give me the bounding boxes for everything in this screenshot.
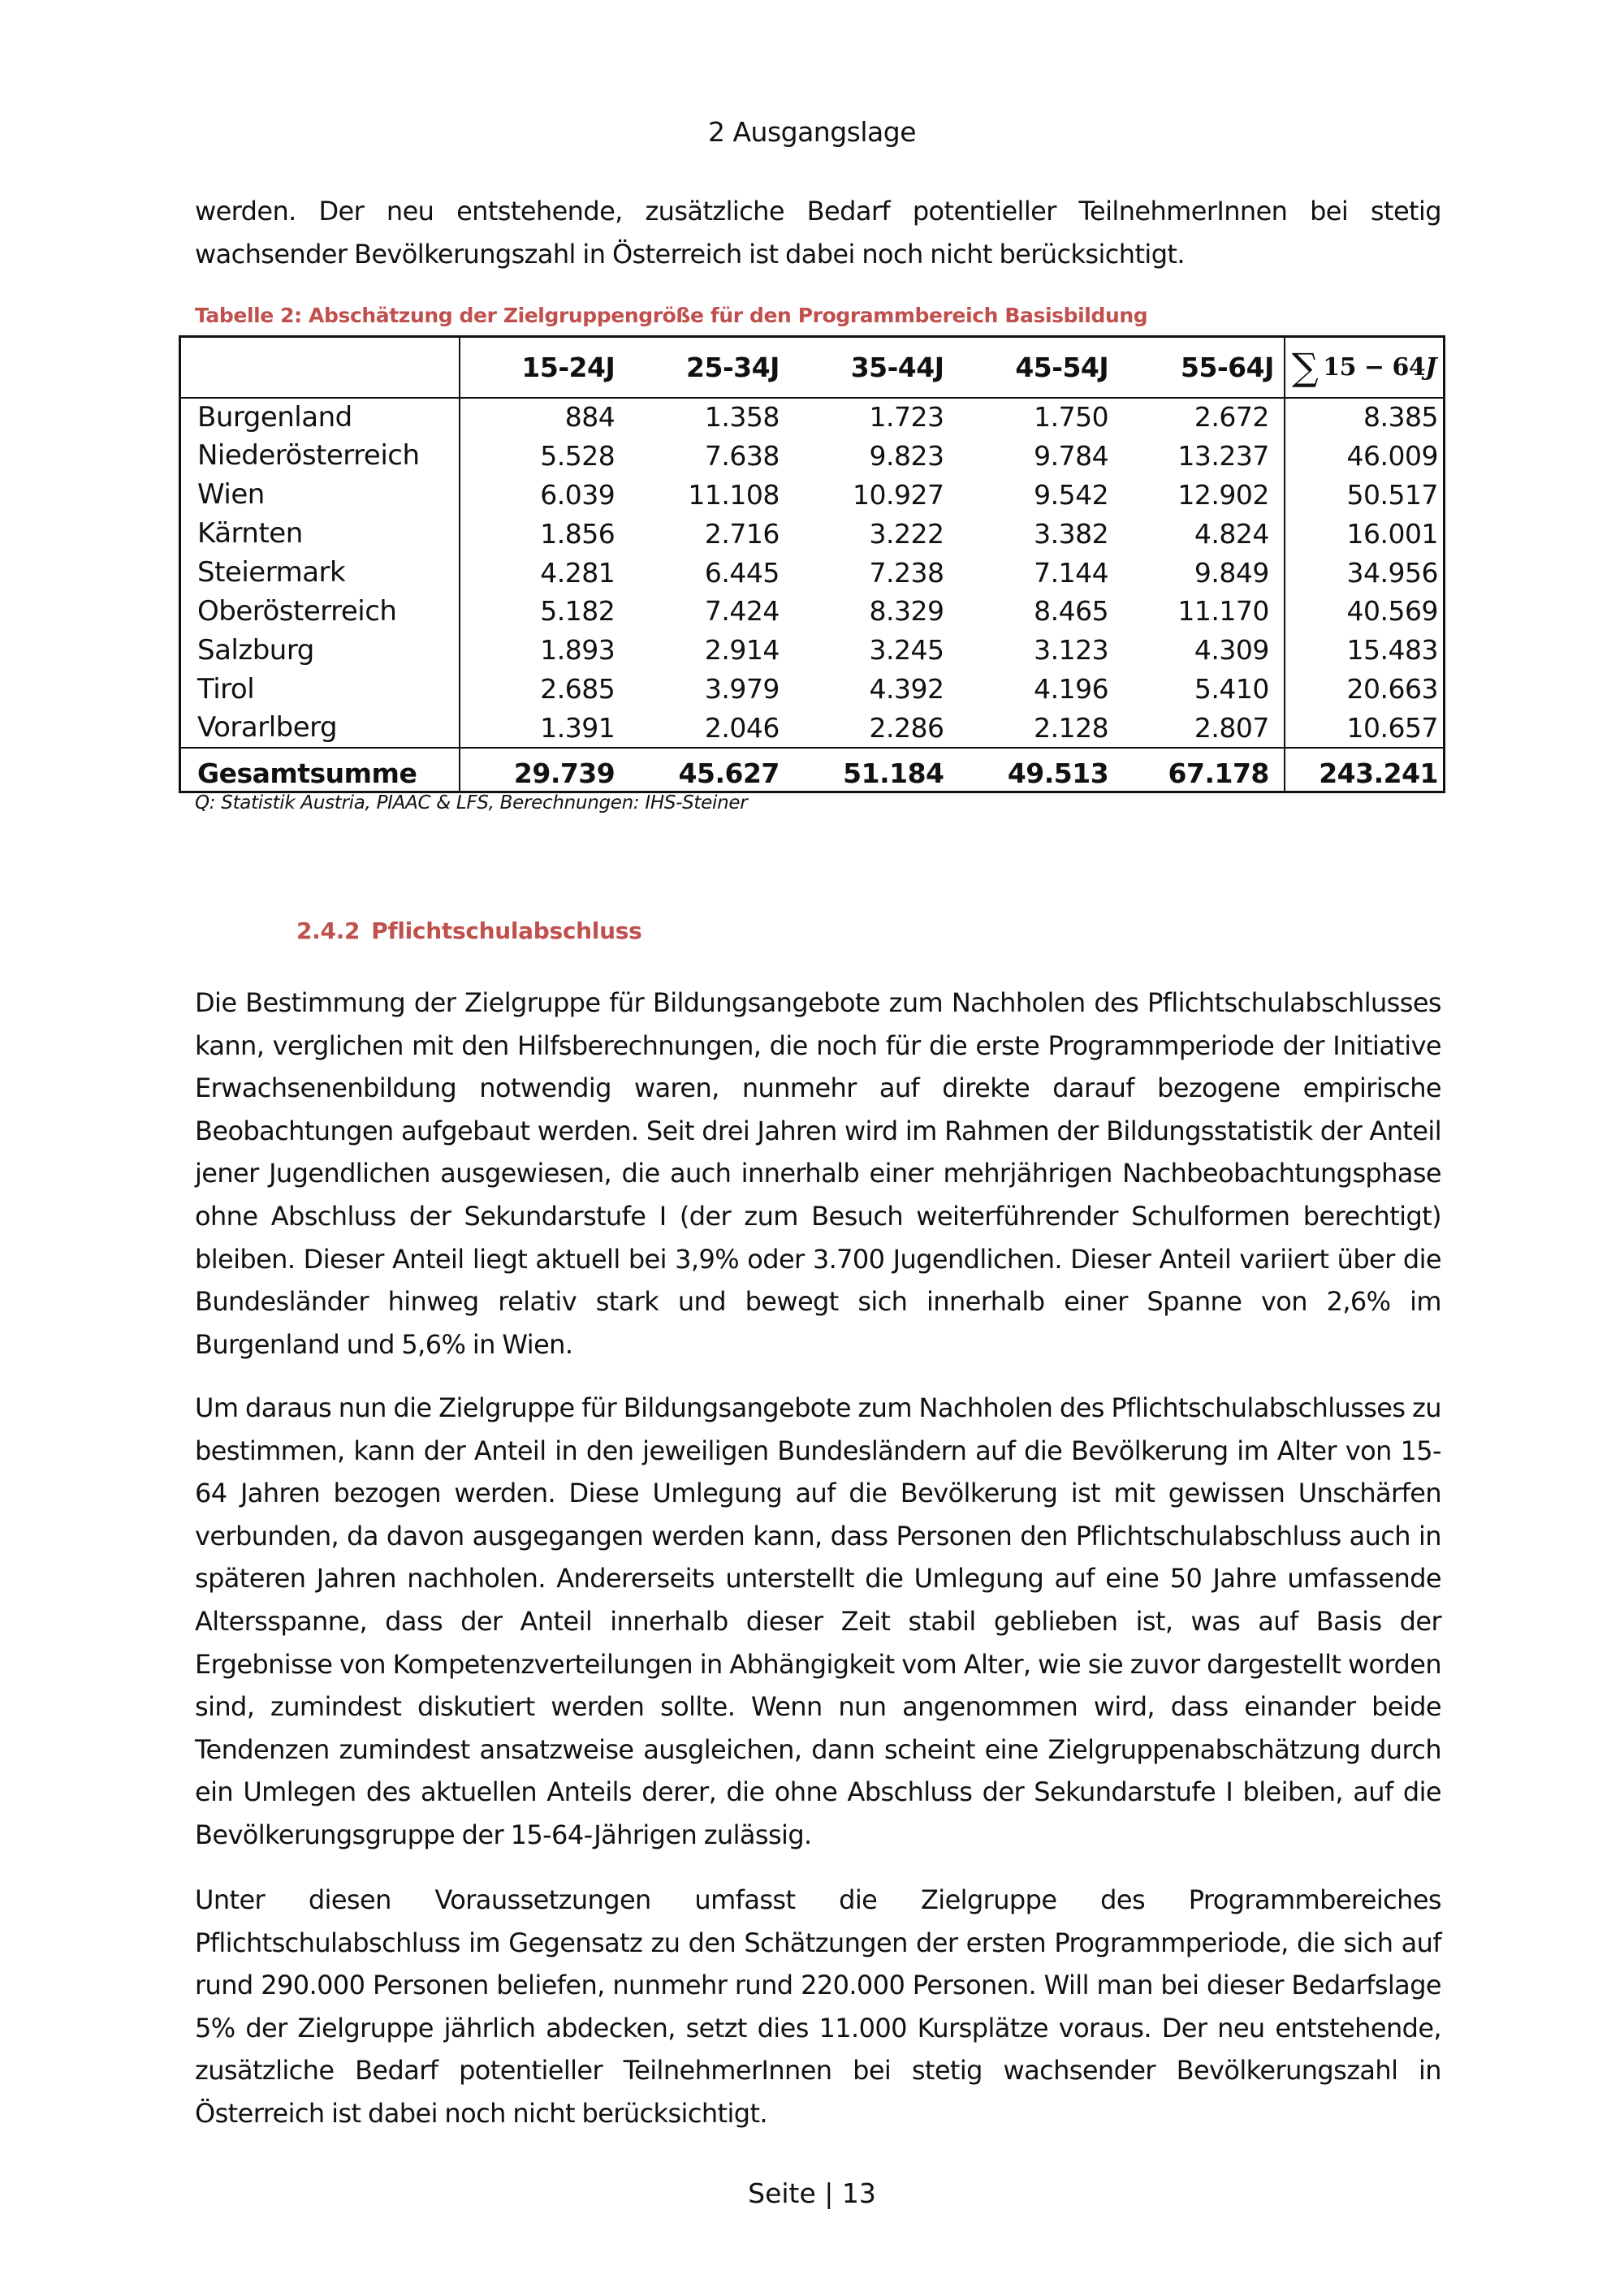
- value-cell: 11.170: [1177, 595, 1269, 628]
- value-cell: 3.123: [1034, 634, 1109, 667]
- value-cell: 4.196: [1034, 673, 1109, 706]
- column-header-15-24: 15-24J: [460, 337, 625, 398]
- value-cell: 7.638: [704, 439, 780, 472]
- sum-cell: 20.663: [1285, 670, 1445, 709]
- value-cell: 11.108: [688, 478, 780, 511]
- value-cell: 5.528: [540, 439, 615, 472]
- column-header-55-64: 55-64J: [1118, 337, 1285, 398]
- paragraph-3: [195, 1879, 1441, 2135]
- value-cell: 3.979: [704, 673, 780, 706]
- value-cell: 2.046: [704, 711, 780, 744]
- value-cell: 2.807: [1194, 711, 1269, 744]
- section-title: Pflichtschulabschluss: [371, 917, 642, 944]
- value-cell: 2.914: [704, 634, 780, 667]
- value-cell: 7.424: [704, 595, 780, 628]
- value-cell: 4.281: [540, 556, 615, 589]
- sum-cell: 46.009: [1285, 436, 1445, 475]
- table-row: [180, 553, 1445, 592]
- region-cell: Kärnten: [180, 514, 460, 553]
- value-cell: 8.465: [1034, 595, 1109, 628]
- sum-cell: 40.569: [1285, 592, 1445, 631]
- value-cell: 4.824: [1194, 517, 1269, 550]
- region-cell: Salzburg: [180, 631, 460, 670]
- value-cell: 8.329: [869, 595, 944, 628]
- paragraph-text: Um daraus nun die Zielgruppe für Bildungsangebote zum Nachholen des Pflichtschulabschlusses zu bestimmen, kann der Anteil in den jeweiligen Bundesländern auf die Bevölkerung im Alter von 15-64 Jahren bezogen werden. Diese Umlegung auf die Bevölkerung ist mit gewissen Unschärfen verbunden, da davon ausgegangen werden kann, dass Personen den Pflichtschulabschluss auch in späteren Jahren nachholen. Andererseits unterstellt die Umlegung auf eine 50 Jahre umfassende Altersspanne, dass der Anteil innerhalb dieser Zeit stabil geblieben ist, was auf Basis der Ergebnisse von Kompetenzverteilungen in Abhängigkeit vom Alter, wie sie zuvor dargestellt worden sind, zumindest diskutiert werden sollte. Wenn nun angenommen wird, dass einander beide Tendenzen zumindest ansatzweise ausgleichen, dann scheint eine Zielgruppenabschätzung durch ein Umlegen des aktuellen Anteils derer, die ohne Abschluss der Sekundarstufe I bleiben, auf die Bevölkerungsgruppe der 15-64-Jährigen zulässig.: [195, 1392, 1441, 1850]
- region-cell: Gesamtsumme: [180, 748, 460, 792]
- value-cell: 29.739: [460, 748, 625, 792]
- region-cell: Vorarlberg: [180, 709, 460, 748]
- value-cell: 9.542: [1034, 478, 1109, 511]
- sum-cell: 16.001: [1285, 514, 1445, 553]
- value-cell: 7.144: [1034, 556, 1109, 589]
- sum-cell: 243.241: [1285, 748, 1445, 792]
- table-row: [180, 592, 1445, 631]
- value-cell: 3.382: [1034, 517, 1109, 550]
- table-row: [180, 436, 1445, 475]
- value-cell: 1.723: [869, 401, 944, 434]
- value-cell: 9.849: [1194, 556, 1269, 589]
- value-cell: 7.238: [869, 556, 944, 589]
- value-cell: 9.784: [1034, 439, 1109, 472]
- table-row: [180, 709, 1445, 748]
- table-header-row: [180, 337, 1445, 398]
- table-row: [180, 398, 1445, 437]
- value-cell: 67.178: [1118, 748, 1285, 792]
- sum-cell: 34.956: [1285, 553, 1445, 592]
- value-cell: 1.856: [540, 517, 615, 550]
- intro-paragraph: [195, 190, 1441, 275]
- table-body: [180, 398, 1445, 792]
- value-cell: 1.750: [1034, 401, 1109, 434]
- value-cell: 2.128: [1034, 711, 1109, 744]
- value-cell: 4.309: [1194, 634, 1269, 667]
- value-cell: 3.245: [869, 634, 944, 667]
- paragraph-text: Unter diesen Voraussetzungen umfasst die Zielgruppe des Programmbereiches Pflichtschulabschluss im Gegensatz zu den Schätzungen der ersten Programmperiode, die sich auf rund 290.000 Personen beliefen, nunmehr rund 220.000 Personen. Will man bei dieser Bedarfslage 5% der Zielgruppe jährlich abdecken, setzt dies 11.000 Kursplätze voraus. Der neu entstehende, zusätzliche Bedarf potentieller TeilnehmerInnen bei stetig wachsender Bevölkerungszahl in Österreich ist dabei noch nicht berücksichtigt.: [195, 1884, 1441, 2129]
- sum-cell: 50.517: [1285, 475, 1445, 514]
- paragraph-1: [195, 982, 1441, 1366]
- region-cell: Tirol: [180, 670, 460, 709]
- table-source-note: Q: Statistik Austria, PIAAC & LFS, Berechnungen: IHS-Steiner: [195, 792, 748, 814]
- value-cell: 13.237: [1177, 439, 1269, 472]
- value-cell: 4.392: [869, 673, 944, 706]
- table-row: [180, 514, 1445, 553]
- value-cell: 2.286: [869, 711, 944, 744]
- region-cell: Steiermark: [180, 553, 460, 592]
- total-row: [180, 748, 1445, 792]
- sum-label-unit: J: [1425, 353, 1436, 382]
- column-header-35-44: 35-44J: [789, 337, 954, 398]
- page-number: Seite | 13: [748, 2177, 876, 2209]
- value-cell: 6.039: [540, 478, 615, 511]
- sum-cell: 10.657: [1285, 709, 1445, 748]
- value-cell: 49.513: [954, 748, 1119, 792]
- value-cell: 6.445: [704, 556, 780, 589]
- value-cell: 51.184: [789, 748, 954, 792]
- value-cell: 2.685: [540, 673, 615, 706]
- value-cell: 1.358: [704, 401, 780, 434]
- sum-cell: 15.483: [1285, 631, 1445, 670]
- region-cell: Wien: [180, 475, 460, 514]
- sum-label: 15 − 64: [1323, 353, 1426, 382]
- value-cell: 3.222: [869, 517, 944, 550]
- value-cell: 12.902: [1177, 478, 1269, 511]
- column-header-region: [180, 337, 460, 398]
- target-group-table: [179, 335, 1445, 793]
- sigma-icon: ∑: [1291, 345, 1319, 390]
- value-cell: 884: [564, 401, 615, 434]
- column-header-sum: [1285, 337, 1445, 398]
- column-header-45-54: 45-54J: [954, 337, 1119, 398]
- value-cell: 9.823: [869, 439, 944, 472]
- value-cell: 2.716: [704, 517, 780, 550]
- section-number: 2.4.2: [296, 917, 361, 944]
- region-cell: Niederösterreich: [180, 436, 460, 475]
- value-cell: 5.182: [540, 595, 615, 628]
- value-cell: 2.672: [1194, 401, 1269, 434]
- running-header: 2 Ausgangslage: [707, 116, 917, 148]
- paragraph-2: [195, 1387, 1441, 1857]
- table-row: [180, 475, 1445, 514]
- value-cell: 1.391: [540, 711, 615, 744]
- value-cell: 10.927: [853, 478, 944, 511]
- region-cell: Burgenland: [180, 398, 460, 437]
- value-cell: 1.893: [540, 634, 615, 667]
- table-row: [180, 631, 1445, 670]
- column-header-25-34: 25-34J: [624, 337, 789, 398]
- table-caption: Tabelle 2: Abschätzung der Zielgruppengröße für den Programmbereich Basisbildung: [195, 304, 1148, 327]
- paragraph-text: Die Bestimmung der Zielgruppe für Bildungsangebote zum Nachholen des Pflichtschulabschlusses kann, verglichen mit den Hilfsberechnungen, die noch für die erste Programmperiode der Initiative Erwachsenenbildung notwendig waren, nunmehr auf direkte darauf bezogene empirische Beobachtungen aufgebaut werden. Seit drei Jahren wird im Rahmen der Bildungsstatistik der Anteil jener Jugendlichen ausgewiesen, die auch innerhalb einer mehrjährigen Nachbeobachtungsphase ohne Abschluss der Sekundarstufe I (der zum Besuch weiterführender Schulformen berechtigt) bleiben. Dieser Anteil liegt aktuell bei 3,9% oder 3.700 Jugendlichen. Dieser Anteil variiert über die Bundesländer hinweg relativ stark und bewegt sich innerhalb einer Spanne von 2,6% im Burgenland und 5,6% in Wien.: [195, 987, 1441, 1360]
- region-cell: Oberösterreich: [180, 592, 460, 631]
- paragraph-text: werden. Der neu entstehende, zusätzliche Bedarf potentieller TeilnehmerInnen bei stetig wachsender Bevölkerungszahl in Österreich ist dabei noch nicht berücksichtigt.: [195, 196, 1441, 270]
- section-heading: [296, 917, 641, 944]
- value-cell: 45.627: [624, 748, 789, 792]
- value-cell: 5.410: [1194, 673, 1269, 706]
- sum-cell: 8.385: [1285, 398, 1445, 437]
- table-row: [180, 670, 1445, 709]
